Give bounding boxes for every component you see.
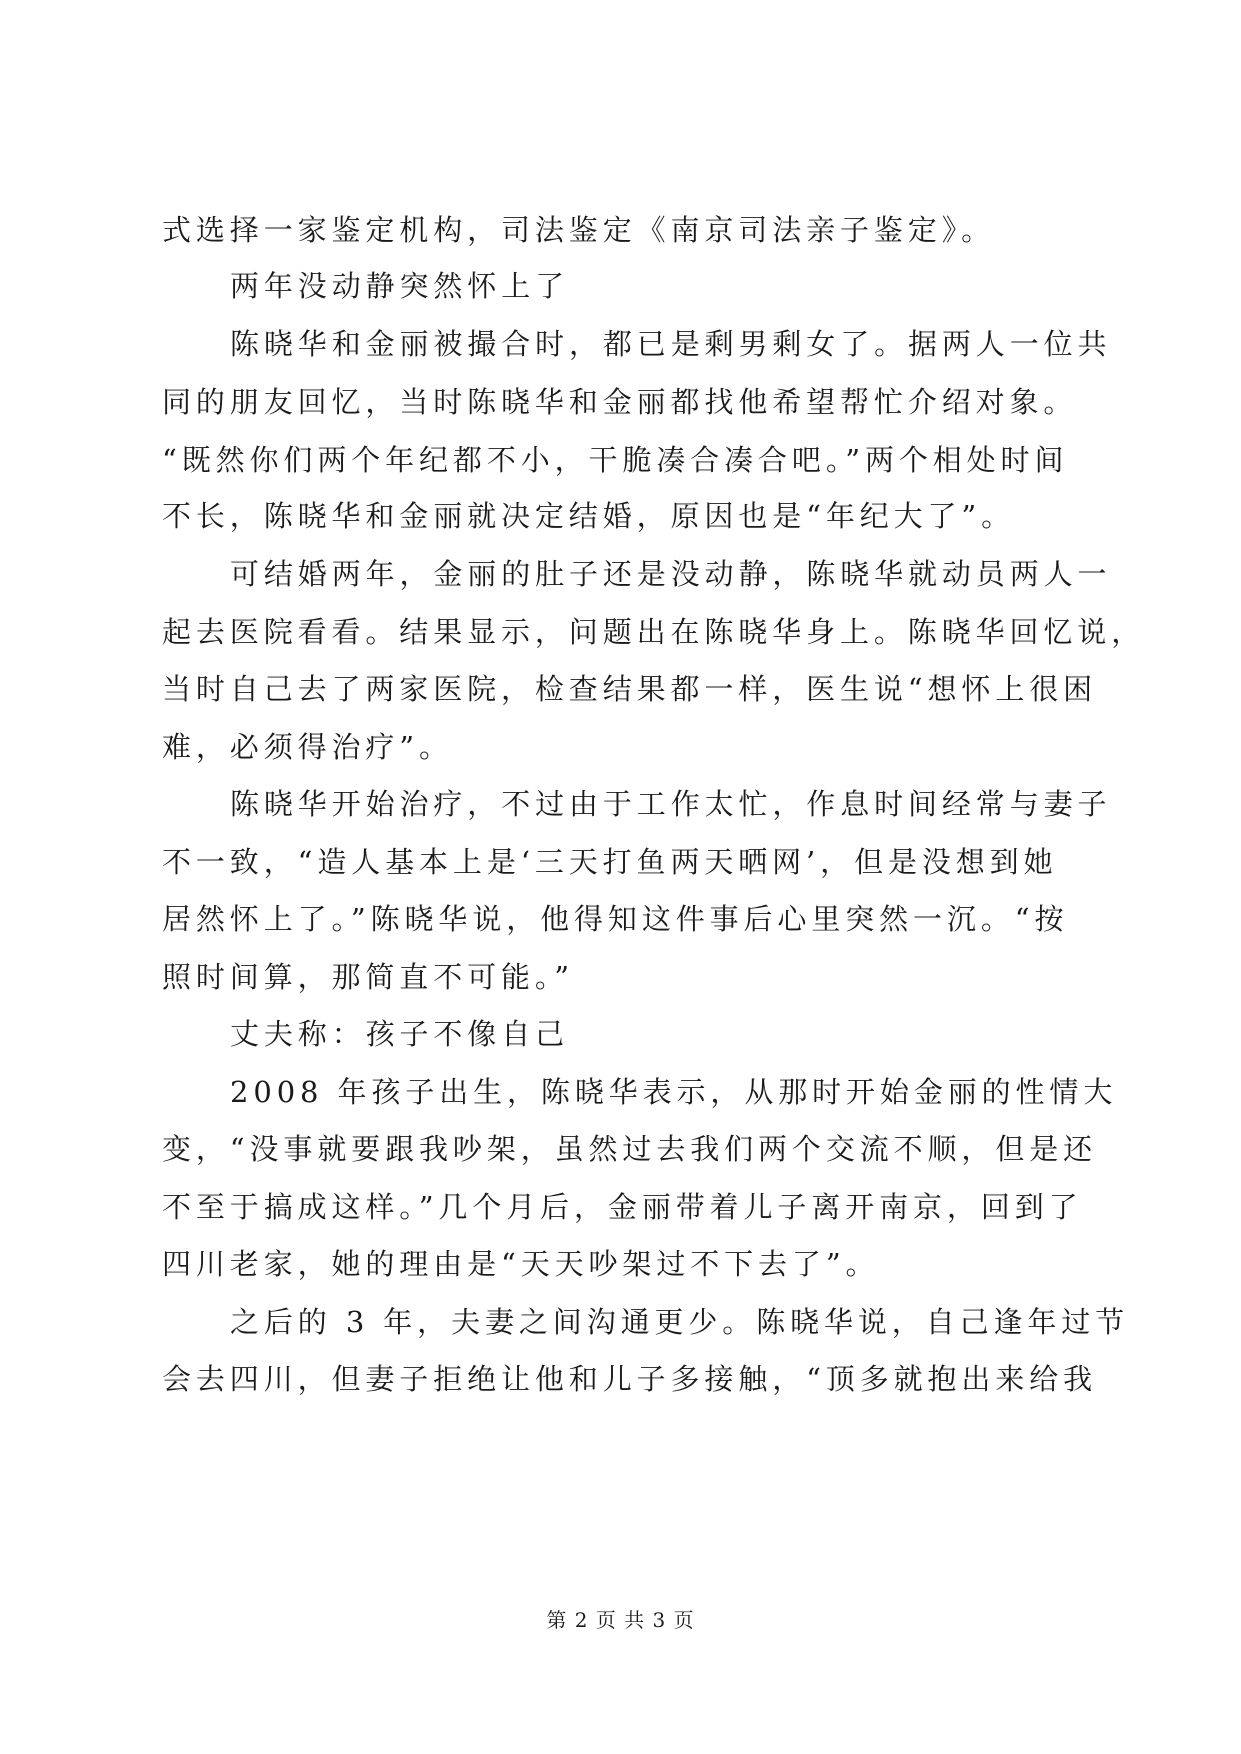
text-line: 四川老家，她的理由是“天天吵架过不下去了”。 [162, 1247, 880, 1281]
text-line: 陈晓华和金丽被撮合时，都已是剩男剩女了。据两人一位共 [230, 327, 1112, 361]
text-line: 2008 年孩子出生，陈晓华表示，从那时开始金丽的性情大 [230, 1075, 1118, 1109]
text-line: 不长，陈晓华和金丽就决定结婚，原因也是“年纪大了”。 [162, 499, 1016, 533]
text-line: “既然你们两个年纪都不小，干脆凑合凑合吧。”两个相处时间 [162, 443, 1069, 477]
text-line: 变，“没事就要跟我吵架，虽然过去我们两个交流不顺，但是还 [162, 1132, 1098, 1166]
text-line: 陈晓华开始治疗，不过由于工作太忙，作息时间经常与妻子 [230, 787, 1112, 821]
page-footer: 第 2 页 共 3 页 [546, 1608, 695, 1632]
text-line: 同的朋友回忆，当时陈晓华和金丽都找他希望帮忙介绍对象。 [162, 385, 1078, 419]
section-heading: 丈夫称：孩子不像自己 [230, 1017, 570, 1051]
text-line: 式选择一家鉴定机构，司法鉴定《南京司法亲子鉴定》。 [162, 213, 996, 247]
section-heading: 两年没动静突然怀上了 [230, 269, 570, 303]
text-line: 之后的 3 年，夫妻之间沟通更少。陈晓华说，自己逢年过节 [230, 1305, 1130, 1339]
text-line: 难，必须得治疗”。 [162, 730, 453, 764]
text-line: 当时自己去了两家医院，检查结果都一样，医生说“想怀上很困 [162, 672, 1098, 706]
text-line: 不一致，“造人基本上是‘三天打鱼两天晒网’，但是没想到她 [162, 845, 1058, 879]
text-line: 不至于搞成这样。”几个月后，金丽带着儿子离开南京，回到了 [162, 1190, 1083, 1224]
text-line: 照时间算，那简直不可能。” [162, 960, 575, 994]
text-line: 起去医院看看。结果显示，问题出在陈晓华身上。陈晓华回忆说， [162, 615, 1146, 649]
text-line: 居然怀上了。”陈晓华说，他得知这件事后心里突然一沉。“按 [162, 902, 1069, 936]
text-line: 会去四川，但妻子拒绝让他和儿子多接触，“顶多就抱出来给我 [162, 1362, 1098, 1396]
text-line: 可结婚两年，金丽的肚子还是没动静，陈晓华就动员两人一 [230, 557, 1112, 591]
